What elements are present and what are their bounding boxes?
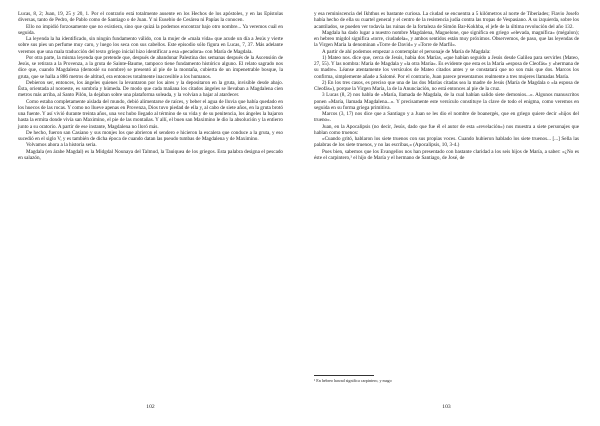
paragraph: A partir de ahí podemos empezar a contemplar el personaje de María de Magdala:: [322, 48, 491, 55]
paragraph: «Cuando gritó, hablaron los siete truenos con sus propias voces. Cuando hubieron hablado los siete truenos... [...] Sella las palabras de los siete truenos, y no las escribas,» (Apocalipsis, 10, 3-4.): [314, 136, 579, 149]
paragraph: Volvamos ahora a la historia seria.: [26, 142, 97, 149]
paragraph: 3 Lucas (8, 2) nos habla de «María, llamada de Magdala, de la cual habían salido siete demonios...». Algunos manuscritos ponen «María, llamada Magdalena...». Y precisamente este versículo constituye la clave de todo el enigma, como veremos en seguida en su forma griega primitiva.: [314, 92, 579, 111]
paragraph: De hecho, fueron san Casiano y sus monjes los que abrieron el sendero e hicieron la escalera que conduce a la gruta, y eso sucedió en el siglo V, y es también de dicha época de cuando datan las pseudo tumbas de Magdalena y de Maximino.: [18, 129, 283, 142]
left-page: [18, 11, 283, 415]
left-page-body: [18, 11, 283, 161]
paragraph: Como estaba completamente aislada del mundo, debió alimentarse de raíces, y beber el agua de lluvia que había quedado en los huecos de las rocas. Y como no llueve apenas en Provenza, Dios tuvo piedad de ella y, al cabo de siete años, en la gruta brotó una fuente. Y así vivió durante treinta años, una vez hubo llegado al término de su vida y de su penitencia, los ángeles la bajaron hasta la ermita donde vivía san Maximino, el pie de las montañas. Y allí, el buen san Maximino le dio la absolución y la entierro junto a su oratorio. A partir de ese instante, Magdalena no lloró más.: [18, 98, 283, 130]
paragraph: Juan, en la Apocalipsis (no decir, Jesús, dado que fue él el autor de esta «revelación») nos muestra a siete personajes que hablan como truenos:: [314, 123, 579, 136]
page-number: 102: [146, 404, 155, 410]
paragraph: Por otra parte, la misma leyenda que pretende que, después de abandonar Palestina dos semanas después de la Ascensión de Jesús, se retirara a la Provenza, a la gruta de Sainte-Baume, tampoco tiene fundamento histórico alguno. El relato sagrado nos dice que, cuando Magdalena (demoslé su nombre) se presentó al pie de la montaña, cubierta de un impenetrable bosque, la gruta, que se halla a 886 metros de altitud, era entonces totalmente inaccesible a los humanos.: [18, 54, 283, 80]
paragraph: Pues bien, sabemos que los Evangelios nos han presentado con bastante claridad a los seis hijos de María, a saber: «¿No es éste el carpintero,¹ el hijo de María y el hermano de Santiago, de José, de: [314, 148, 579, 161]
paragraph: Lucas, 8, 2; Juan, 19, 25 y 20, 1. Por el contrario está totalmente ausente en los Hechos de los apóstoles, y en las Epístolas diversas, tanto de Pedro, de Pablo como de Santiago o de Juan. Y ni Eusebio de Cesárea ni Papías la conocen.: [18, 11, 283, 24]
paragraph: La leyenda la ha identificado, sin ningún fundamento válido, con la mujer de «mala vida» que acude un día a Jesús y vierte sobre sus pies un perfume muy caro, y luego los seca con sus cabellos. Este episodio sólo figura en Lucas, 7, 37. Más adelante veremos que una mala traducción del texto griego inicial hizo identificar a esa «pecadora» con María de Magdala.: [18, 36, 283, 55]
right-page-body: [314, 11, 579, 161]
paragraph: Debieron ser, entonces, los ángeles quienes la levantaron por los aires y la depositaron en la gruta, invisible desde abajo. Ésta, orientada al noroeste, es sombría y húmeda. De modo que cada mañana los citados ángeles se llevaban a Magdalena cien metros más arriba, al Santo Pilón, la dejaban sobre una plataforma soleada, y la volvían a bajar al atardecer.: [18, 79, 283, 99]
paragraph: Magdala ha dado lugar a nuestro nombre Magdalena, Maguelone, que significa en griego «elevada, magnífica» (mégalon); en hebreo migdol significa «torre, ciudadela», y ambos sentidos están muy próximos. Observemos, de paso, que las leyendas de la Virgen María la denominan «Torre de David» y «Torre de Marfil».: [314, 29, 579, 49]
paragraph: Magdala (en árabe Magdal) es la Midgdal Nounaya del Talmud, la Tauiquea de los griegos. Esta palabra designa el pescado en salazón,: [18, 148, 283, 161]
paragraph: Marcos (3, 17) nos dice que a Santiago y a Juan se les dio el nombre de boanergés, que en griego quiere decir «hijos del trueno».: [314, 111, 579, 124]
paragraph: y esa reminiscencia del Ikhthus es bastante curiosa. La ciudad se encuentra a 5 kilómetros al norte de Tiberíades; Flavio Josefo había hecho de ella su cuartel general y el centro de la resistencia judía contra las tropas de Vespasiano. A su izquierda, sobre los acantilados, se pueden ver todavía las ruinas de la fortaleza de Simón Bar-Kokhba, el jefe de la última revolución del año 132.: [314, 11, 579, 30]
footnote-divider: [314, 375, 374, 376]
paragraph: Ello no impidió forzosamente que no existiera, sino que quizá la podemos encontrar bajo otro nombre... Ya veremos cuál en seguida.: [18, 23, 283, 36]
footnote: ¹ En hebreo hawad significa carpintero, y mago: [314, 378, 392, 383]
footnote-area: [314, 375, 579, 383]
right-page: [314, 11, 579, 415]
page-number: 103: [442, 404, 451, 410]
paragraph: 1) Mateo nos. dice que, cerca de Jesús, había dos Marías, «que habían seguido a Jesús desde Galilea para servirles (Mateo, 27, 55). Y las nombra: María de Magdala y «la otra María». Es evidente que esta es la María «esposa de Cleofás» y «hermana de su madre». Léanse atentamente los versículos de Mateo citados antes y se constatará que no son más que dos. Marcos los confirma, simplemente añade a Salomé. Por el contrario, Juan parece presentarnos realmente a tres mujeres llamadas María.: [314, 54, 579, 80]
paragraph: 2) En los tres casos, es preciso que una de las dos Marías citadas sea la madre de Jesús (María de Magdala o «la esposa de Cleofás»), porque la Virgen María, la de la Anunciación, no está entonces al pie de la cruz.: [314, 79, 579, 92]
